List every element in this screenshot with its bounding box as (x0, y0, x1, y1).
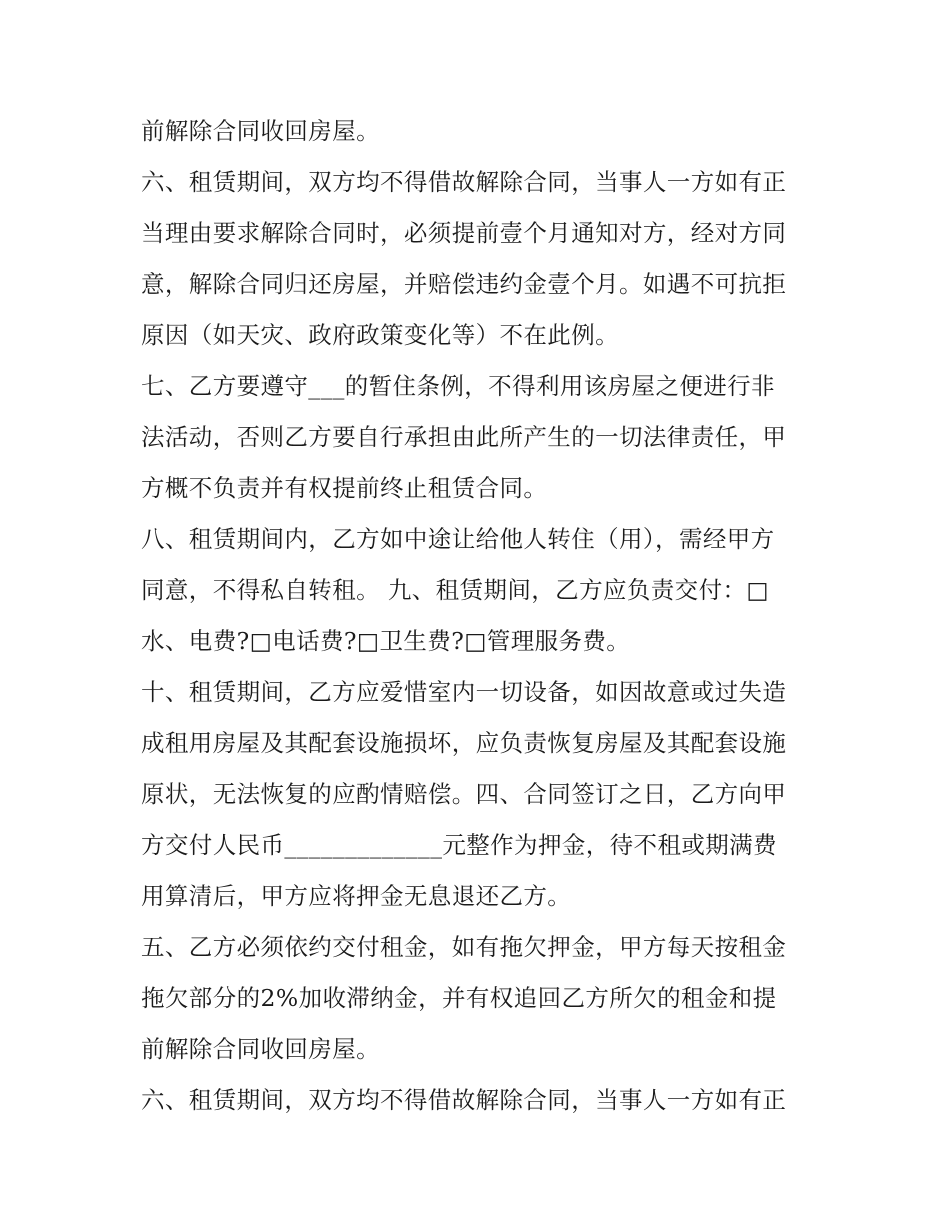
text-line-11: 水、电费?□电话费?□卫生费?□管理服务费。 (141, 627, 631, 655)
text-line-1: 前解除合同收回房屋。 (141, 117, 380, 145)
text-line-2: 六、租赁期间，双方均不得借故解除合同，当事人一方如有正 (141, 168, 787, 196)
text-line-4: 意，解除合同归还房屋，并赔偿违约金壹个月。如遇不可抗拒 (141, 270, 787, 298)
text-line-13: 成租用房屋及其配套设施损坏，应负责恢复房屋及其配套设施 (141, 729, 787, 757)
text-line-19: 前解除合同收回房屋。 (141, 1035, 380, 1063)
text-line-15: 方交付人民币_____________元整作为押金，待不租或期满费 (141, 831, 777, 859)
text-line-6: 七、乙方要遵守___的暂住条例，不得利用该房屋之便进行非 (141, 372, 775, 400)
text-line-7: 法活动，否则乙方要自行承担由此所产生的一切法律责任，甲 (141, 423, 787, 451)
text-line-5: 原因（如天灾、政府政策变化等）不在此例。 (141, 321, 619, 349)
text-line-18: 拖欠部分的2%加收滞纳金，并有权追回乙方所欠的租金和提 (141, 984, 777, 1012)
text-line-8: 方概不负责并有权提前终止租赁合同。 (141, 474, 548, 502)
text-line-12: 十、租赁期间，乙方应爱惜室内一切设备，如因故意或过失造 (141, 678, 787, 706)
text-line-9: 八、租赁期间内，乙方如中途让给他人转住（用），需经甲方 (141, 525, 775, 553)
text-line-16: 用算清后，甲方应将押金无息退还乙方。 (141, 882, 572, 910)
text-line-10: 同意，不得私自转租。 九、租赁期间，乙方应负责交付：□ (141, 576, 769, 604)
text-line-3: 当理由要求解除合同时，必须提前壹个月通知对方，经对方同 (141, 219, 787, 247)
text-line-17: 五、乙方必须依约交付租金，如有拖欠押金，甲方每天按租金 (141, 933, 787, 961)
text-line-14: 原状，无法恢复的应酌情赔偿。四、合同签订之日，乙方向甲 (141, 780, 787, 808)
text-line-20: 六、租赁期间，双方均不得借故解除合同，当事人一方如有正 (141, 1086, 787, 1114)
document-body (141, 106, 821, 1126)
